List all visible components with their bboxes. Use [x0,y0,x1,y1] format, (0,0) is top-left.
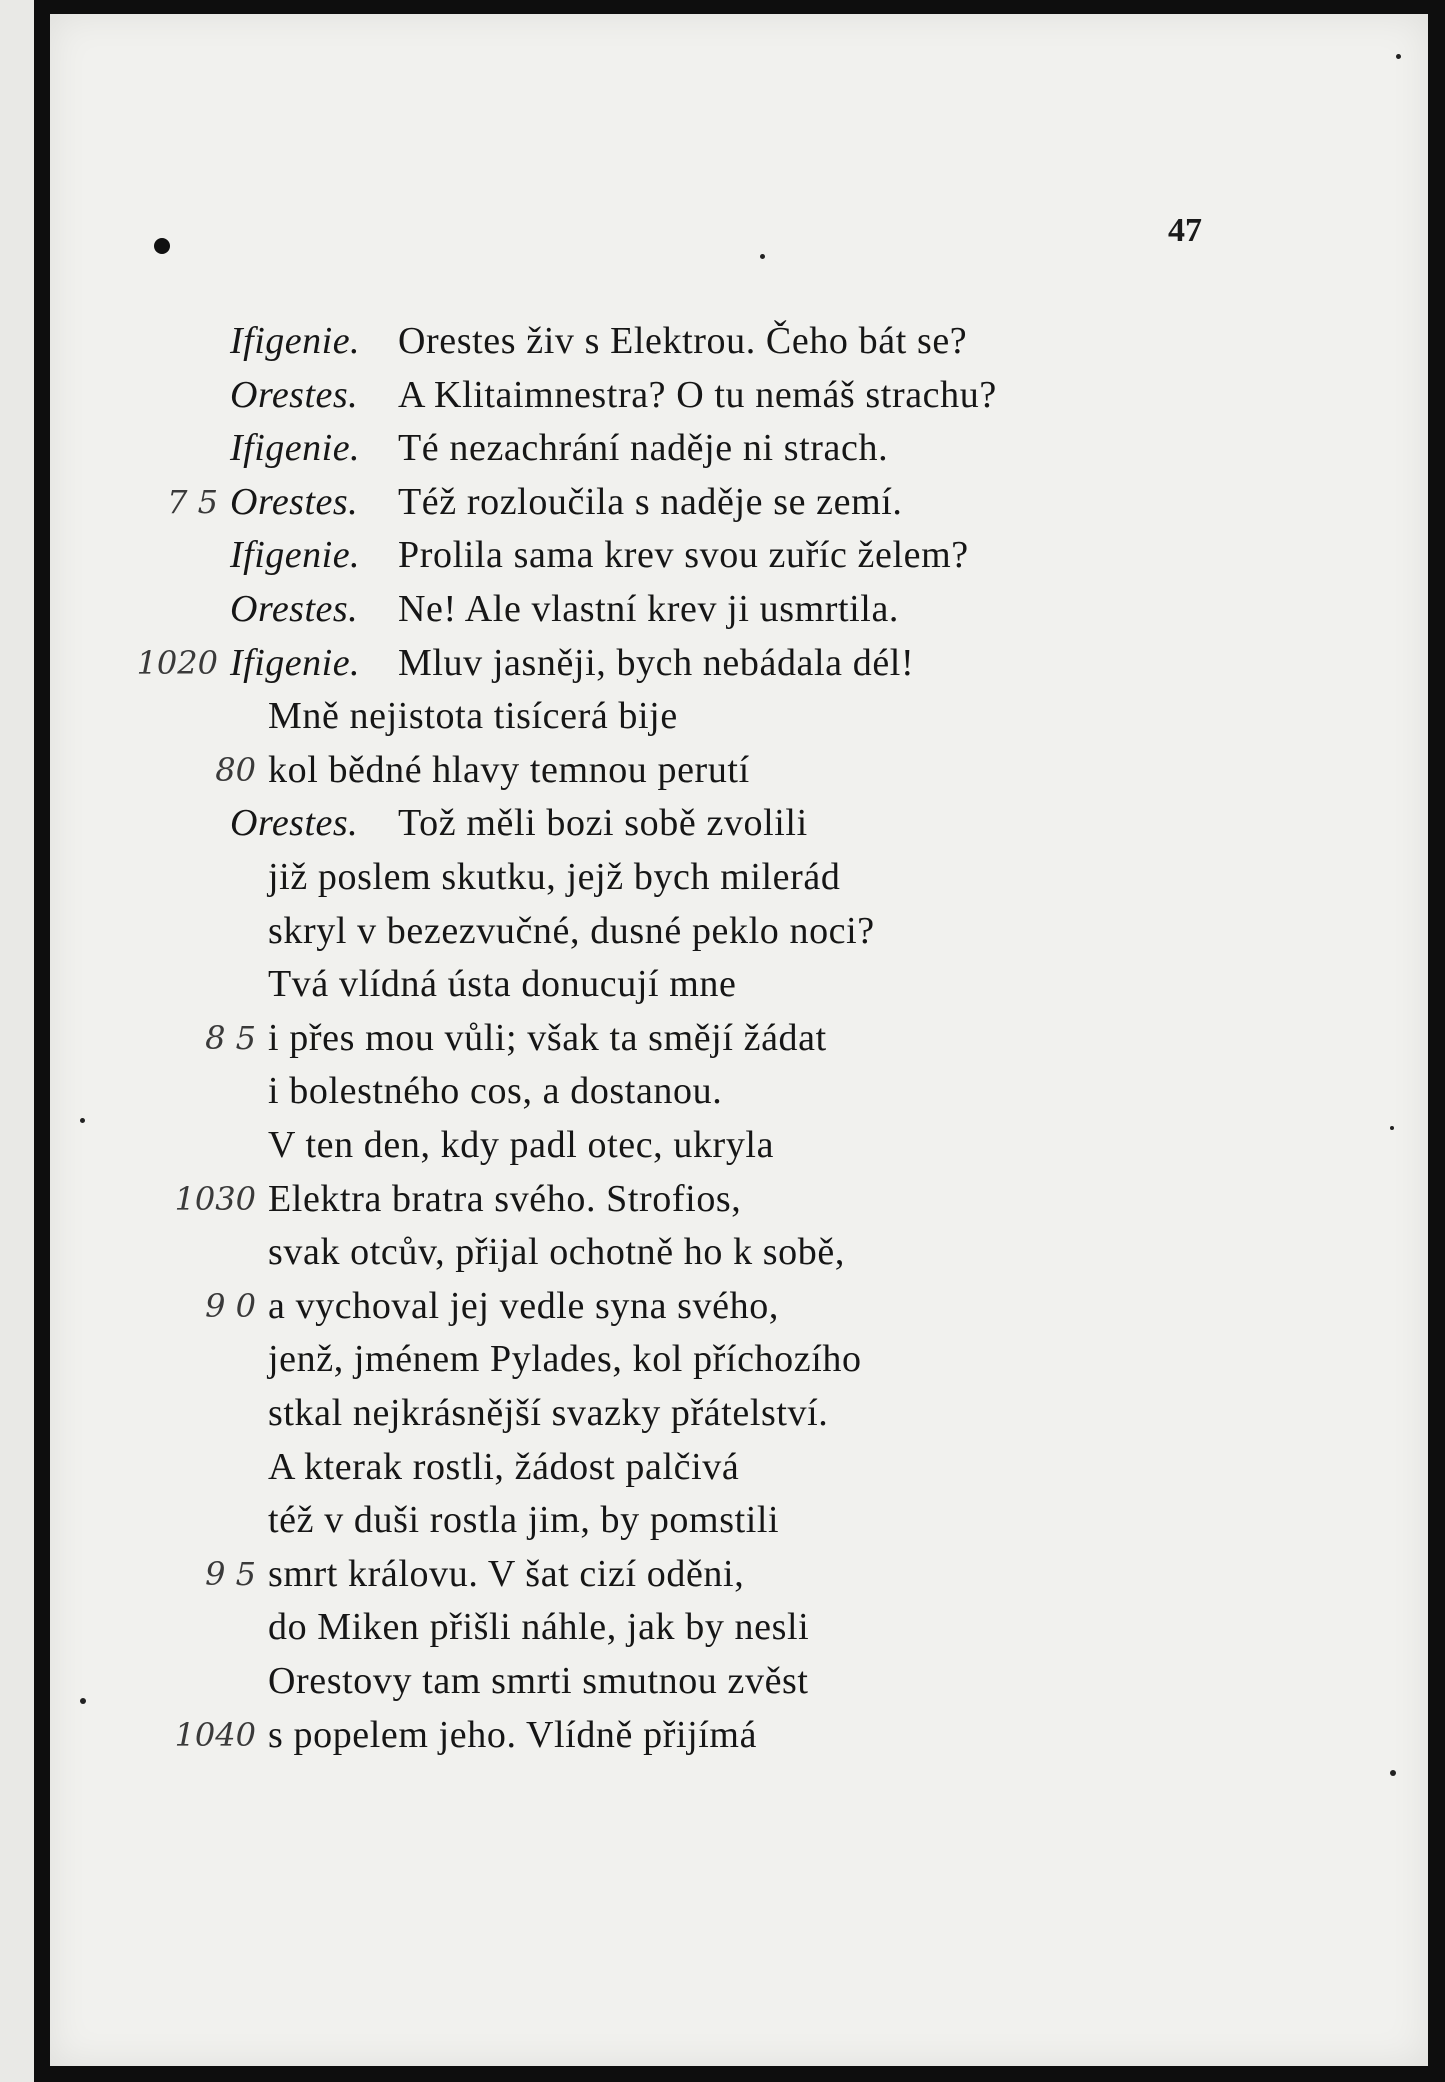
verse-text: Té nezachrání naděje ni strach. [398,427,889,470]
bullet-dot [154,238,170,254]
margin-line-number: 80 [215,750,256,789]
verse-line [50,796,1428,850]
verse-line [50,1225,1428,1279]
ink-speck [760,254,765,259]
verse-line [50,636,1428,690]
speaker-name: Ifigenie. [230,427,361,470]
verse-text: Mně nejistota tisícerá bije [268,695,678,738]
speaker-name: Ifigenie. [230,534,361,577]
verse-line [50,1279,1428,1333]
verse-line [50,1600,1428,1654]
speaker-name: Orestes. [230,373,359,416]
verse-line [50,1386,1428,1440]
verse-line [50,1332,1428,1386]
verse-text: do Miken přišli náhle, jak by nesli [268,1606,810,1649]
verse-line [50,689,1428,743]
verse-line [50,1118,1428,1172]
verse-text: i bolestného cos, a dostanou. [268,1070,723,1113]
verse-text: smrt královu. V šat cizí oděni, [268,1552,745,1595]
verse-text: Tož měli bozi sobě zvolili [398,802,808,845]
scan-border [1428,0,1445,2082]
verse-text: Tvá vlídná ústa donucují mne [268,963,737,1006]
verse-line [50,314,1428,368]
verse-line [50,368,1428,422]
verse-line [50,904,1428,958]
verse-text: A Klitaimnestra? O tu nemáš strachu? [398,373,997,416]
verse-line [50,1172,1428,1226]
verse-line [50,1011,1428,1065]
verse-line [50,1708,1428,1762]
verse-line [50,1654,1428,1708]
speaker-name: Orestes. [230,588,359,630]
verse-text: skryl v bezezvučné, dusné peklo noci? [268,909,875,952]
page-number: 47 [1168,212,1202,249]
verse-line [50,1493,1428,1547]
previous-page-edge [0,0,34,2082]
verse-line [50,528,1428,582]
verse-line [50,850,1428,904]
verse-line [50,421,1428,475]
speaker-name: Ifigenie. [230,641,361,684]
verse-text: Elektra bratra svého. Strofios, [268,1177,742,1220]
verse-text: též v duši rostla jim, by pomstili [268,1499,780,1542]
verse-line [50,1064,1428,1118]
verse-text: i přes mou vůli; však ta smějí žádat [268,1016,827,1059]
verse-text: V ten den, kdy padl otec, ukryla [268,1124,775,1166]
margin-line-number: 1020 [136,643,218,682]
verse-text: Též rozloučila s naděje se zemí. [398,480,903,523]
book-page [50,14,1428,2066]
verse-text: Prolila sama krev svou zuříc želem? [398,534,969,577]
verse-text: s popelem jeho. Vlídně přijímá [268,1713,758,1756]
verse-text: Ne! Ale vlastní krev ji usmrtila. [398,588,900,630]
margin-line-number: 7 5 [167,482,218,521]
margin-line-number: 8 5 [205,1018,256,1057]
verse-text: A kterak rostli, žádost palčivá [268,1445,740,1488]
verse-line [50,957,1428,1011]
margin-line-number: 1040 [174,1715,256,1754]
verse-text: kol bědné hlavy temnou perutí [268,748,750,791]
margin-line-number: 9 5 [205,1554,256,1593]
verse-line [50,1547,1428,1601]
speaker-name: Ifigenie. [230,320,361,362]
verse-line [50,743,1428,797]
margin-line-number: 9 0 [205,1286,256,1325]
verse-text: již poslem skutku, jejž bych milerád [268,856,841,898]
speaker-name: Orestes. [230,480,359,523]
verse-line [50,582,1428,636]
margin-line-number: 1030 [174,1179,256,1218]
verse-text: Orestovy tam smrti smutnou zvěst [268,1660,809,1702]
verse-text: a vychoval jej vedle syna svého, [268,1284,779,1327]
verse-text: svak otcův, přijal ochotně ho k sobě, [268,1231,845,1274]
verse-line [50,1440,1428,1494]
verse-text: stkal nejkrásnější svazky přátelství. [268,1392,829,1434]
verse-line [50,475,1428,529]
speaker-name: Orestes. [230,802,359,845]
verse-text: jenž, jménem Pylades, kol příchozího [268,1338,862,1381]
verse-text: Mluv jasněji, bych nebádala dél! [398,641,915,684]
ink-speck [1396,54,1401,59]
verse-text: Orestes živ s Elektrou. Čeho bát se? [398,320,968,362]
ink-speck [1390,1770,1396,1776]
